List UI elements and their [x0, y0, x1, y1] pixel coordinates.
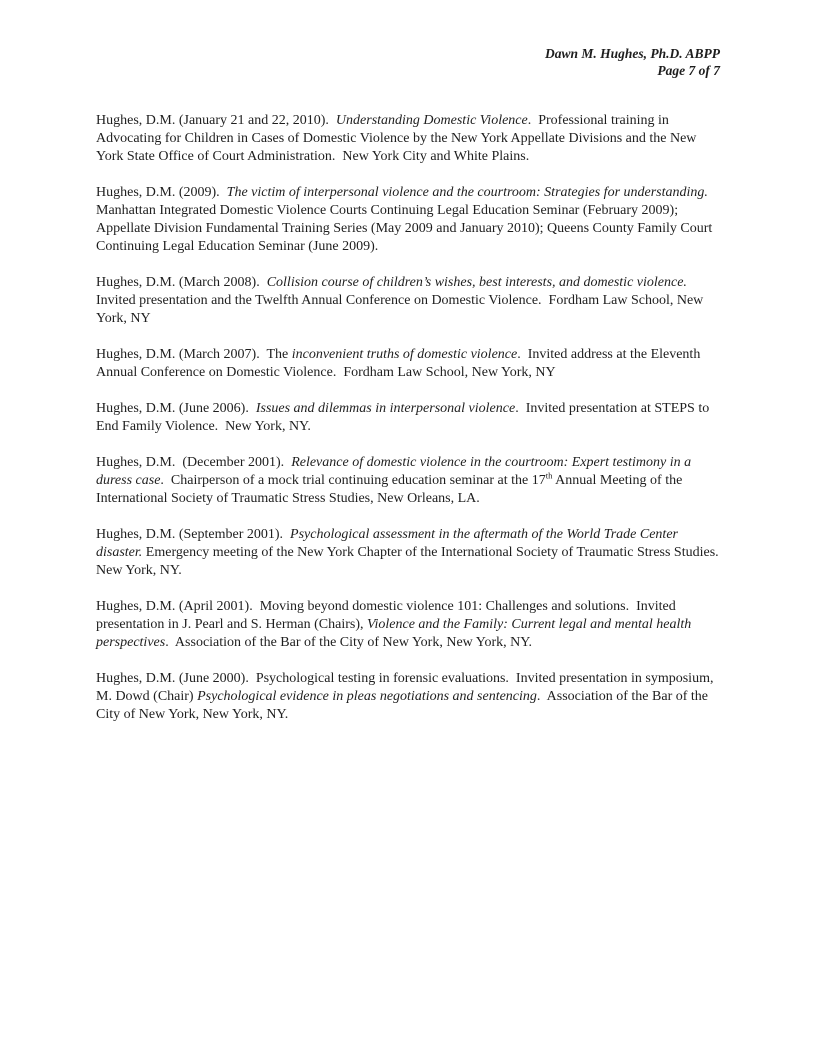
citation-paragraph — [96, 346, 720, 382]
header-page-number: Page 7 of 7 — [657, 62, 720, 78]
citation-text: Invited presentation and the Twelfth Annual Conference on Domestic Violence. Fordham Law School, New York, NY — [96, 275, 707, 326]
citation-text: . Chairperson of a mock trial continuing education seminar at the 17 — [160, 473, 546, 488]
citation-text: Hughes, D.M. (June 2006). — [96, 401, 256, 416]
citation-text: th — [545, 470, 553, 481]
citation-text: Hughes, D.M. (March 2008). — [96, 275, 267, 290]
page-header — [0, 0, 816, 79]
citation-paragraph — [96, 670, 720, 724]
citation-paragraph — [96, 526, 726, 580]
citation-paragraph — [96, 454, 720, 508]
citation-text: . Association of the Bar of the City of New York, New York, NY. — [96, 689, 712, 722]
citation-title-text: inconvenient truths of domestic violence — [291, 347, 518, 362]
citation-title-text: Collision course of children’s wishes, best interests, and domestic violence. — [266, 275, 687, 290]
citation-text: Hughes, D.M. (2009). — [96, 185, 227, 200]
citation-text: Hughes, D.M. (June 2000). Psychological testing in forensic evaluations. Invited presentation in symposium, M. Dowd (Chair) — [96, 671, 717, 704]
citation-text: Hughes, D.M. (September 2001). — [96, 527, 291, 542]
citation-text: Annual Meeting of the International Society of Traumatic Stress Studies, New Orleans, LA. — [96, 473, 686, 506]
citation-text: Hughes, D.M. (December 2001). — [96, 455, 292, 470]
citation-title-text: Psychological assessment in the aftermath of the World Trade Center disaster. — [96, 527, 682, 560]
citation-text: Manhattan Integrated Domestic Violence Courts Continuing Legal Education Seminar (February 2009); Appellate Division Fundamental Training Series (May 2009 and January 2010); Queens County Family Court Continuing Legal Education Seminar (June 2009). — [96, 185, 716, 254]
citation-paragraph — [96, 598, 720, 652]
citation-title-text: Violence and the Family: Current legal and mental health perspectives — [96, 617, 695, 650]
citation-title-text: Issues and dilemmas in interpersonal violence — [255, 401, 516, 416]
citation-paragraph — [96, 112, 720, 166]
citation-text: Hughes, D.M. (March 2007). The — [96, 347, 292, 362]
citation-title-text: Understanding Domestic Violence — [335, 113, 528, 128]
citation-text: Hughes, D.M. (January 21 and 22, 2010). — [96, 113, 336, 128]
citation-title-text: Relevance of domestic violence in the courtroom: Expert testimony in a duress case — [96, 455, 695, 488]
citation-text: . Invited presentation at STEPS to End Family Violence. New York, NY. — [96, 401, 713, 434]
citation-text: . Invited address at the Eleventh Annual Conference on Domestic Violence. Fordham Law School, New York, NY — [96, 347, 704, 380]
citation-paragraph — [96, 274, 720, 328]
document-body — [0, 79, 816, 724]
header-author: Dawn M. Hughes, Ph.D. ABPP — [544, 46, 720, 61]
citation-paragraph — [96, 400, 720, 436]
citation-title-text: The victim of interpersonal violence and the courtroom: Strategies for understanding. — [226, 185, 708, 200]
citation-paragraph — [96, 184, 720, 256]
citation-text: . Association of the Bar of the City of New York, New York, NY. — [165, 635, 533, 650]
citation-text: Emergency meeting of the New York Chapter of the International Society of Traumatic Stress Studies. New York, NY. — [96, 545, 726, 578]
citation-text: . Professional training in Advocating for Children in Cases of Domestic Violence by the New York Appellate Divisions and the New York State Office of Court Administration. New York City and White Plains. — [96, 113, 700, 164]
citation-text: Hughes, D.M. (April 2001). Moving beyond domestic violence 101: Challenges and solutions. Invited presentation in J. Pearl and S. Herman (Chairs), — [96, 599, 680, 632]
citation-title-text: Psychological evidence in pleas negotiations and sentencing — [197, 689, 537, 704]
